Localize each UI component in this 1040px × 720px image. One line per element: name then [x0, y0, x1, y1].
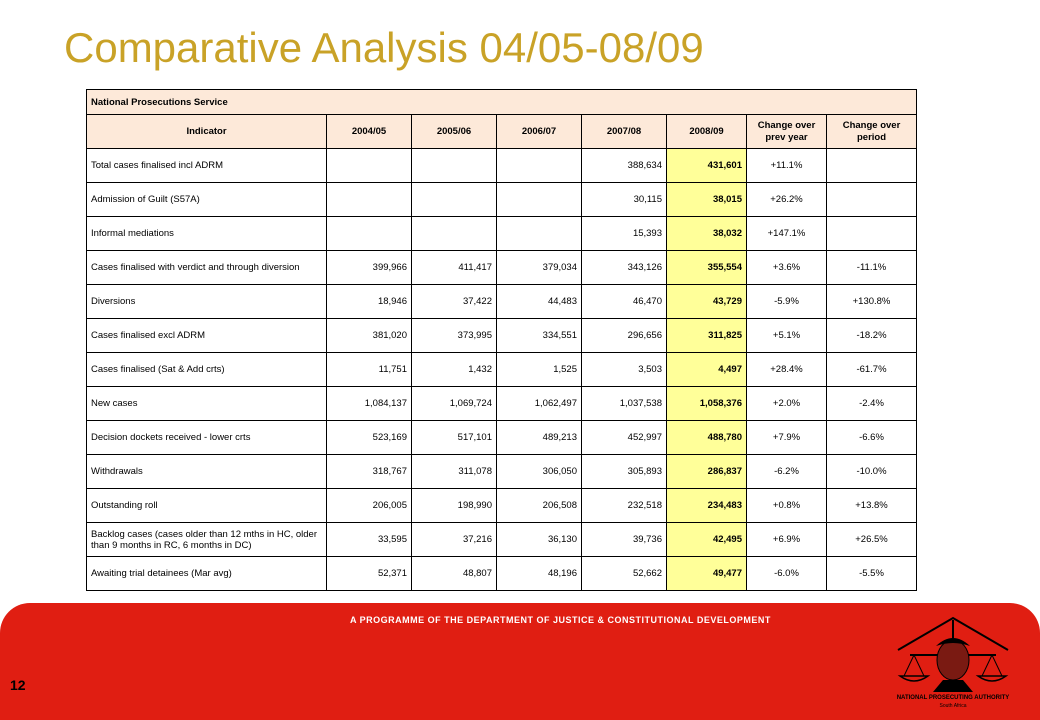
value-cell: 1,432	[412, 353, 497, 387]
change-cell	[827, 183, 917, 217]
value-cell: 311,825	[667, 319, 747, 353]
indicator-cell: Withdrawals	[87, 455, 327, 489]
table-row	[87, 387, 917, 421]
col-header: 2007/08	[582, 115, 667, 149]
change-cell: -6.2%	[747, 455, 827, 489]
change-cell: -5.9%	[747, 285, 827, 319]
slide-title: Comparative Analysis 04/05-08/09	[64, 24, 704, 71]
indicator-cell: Cases finalised excl ADRM	[87, 319, 327, 353]
table-row	[87, 251, 917, 285]
value-cell: 311,078	[412, 455, 497, 489]
indicator-cell: Outstanding roll	[87, 489, 327, 523]
change-cell: +0.8%	[747, 489, 827, 523]
value-cell: 1,525	[497, 353, 582, 387]
indicator-cell: New cases	[87, 387, 327, 421]
value-cell	[412, 183, 497, 217]
change-cell: -2.4%	[827, 387, 917, 421]
change-cell: +147.1%	[747, 217, 827, 251]
table-row	[87, 285, 917, 319]
change-cell: +6.9%	[747, 523, 827, 557]
indicator-cell: Cases finalised (Sat & Add crts)	[87, 353, 327, 387]
page-number: 12	[10, 677, 26, 693]
value-cell	[497, 149, 582, 183]
table-row	[87, 523, 917, 557]
change-cell: -5.5%	[827, 557, 917, 591]
table-row	[87, 149, 917, 183]
change-cell: +28.4%	[747, 353, 827, 387]
value-cell: 1,069,724	[412, 387, 497, 421]
change-cell: -6.0%	[747, 557, 827, 591]
value-cell: 489,213	[497, 421, 582, 455]
value-cell: 206,005	[327, 489, 412, 523]
value-cell: 15,393	[582, 217, 667, 251]
value-cell: 48,807	[412, 557, 497, 591]
value-cell: 18,946	[327, 285, 412, 319]
value-cell: 11,751	[327, 353, 412, 387]
value-cell: 3,503	[582, 353, 667, 387]
table-row	[87, 319, 917, 353]
col-header: 2008/09	[667, 115, 747, 149]
change-cell: +130.8%	[827, 285, 917, 319]
value-cell: 452,997	[582, 421, 667, 455]
value-cell: 318,767	[327, 455, 412, 489]
table-row	[87, 455, 917, 489]
change-cell	[827, 149, 917, 183]
value-cell	[412, 149, 497, 183]
logo-sub: South Africa	[939, 703, 967, 709]
comparative-table	[86, 89, 917, 591]
value-cell: 431,601	[667, 149, 747, 183]
value-cell: 234,483	[667, 489, 747, 523]
value-cell: 379,034	[497, 251, 582, 285]
value-cell: 305,893	[582, 455, 667, 489]
value-cell: 49,477	[667, 557, 747, 591]
value-cell: 46,470	[582, 285, 667, 319]
table-header-row	[87, 115, 917, 149]
value-cell: 198,990	[412, 489, 497, 523]
change-cell: -61.7%	[827, 353, 917, 387]
value-cell: 388,634	[582, 149, 667, 183]
value-cell: 399,966	[327, 251, 412, 285]
table-row	[87, 421, 917, 455]
value-cell: 306,050	[497, 455, 582, 489]
table-row	[87, 183, 917, 217]
table-row	[87, 489, 917, 523]
indicator-cell: Admission of Guilt (S57A)	[87, 183, 327, 217]
table-banner-row	[87, 90, 917, 115]
value-cell: 44,483	[497, 285, 582, 319]
change-cell: +13.8%	[827, 489, 917, 523]
value-cell: 517,101	[412, 421, 497, 455]
value-cell: 42,495	[667, 523, 747, 557]
value-cell: 232,518	[582, 489, 667, 523]
change-cell: -10.0%	[827, 455, 917, 489]
value-cell	[327, 217, 412, 251]
value-cell: 355,554	[667, 251, 747, 285]
change-cell: -11.1%	[827, 251, 917, 285]
value-cell: 30,115	[582, 183, 667, 217]
value-cell	[327, 183, 412, 217]
value-cell: 488,780	[667, 421, 747, 455]
value-cell: 206,508	[497, 489, 582, 523]
npa-logo-icon	[878, 610, 1028, 718]
table-row	[87, 353, 917, 387]
col-header: 2006/07	[497, 115, 582, 149]
table-row	[87, 557, 917, 591]
indicator-cell: Diversions	[87, 285, 327, 319]
indicator-cell: Decision dockets received - lower crts	[87, 421, 327, 455]
col-header: 2005/06	[412, 115, 497, 149]
table-row	[87, 217, 917, 251]
value-cell: 286,837	[667, 455, 747, 489]
value-cell: 48,196	[497, 557, 582, 591]
indicator-cell: Informal mediations	[87, 217, 327, 251]
value-cell	[497, 183, 582, 217]
change-cell: +5.1%	[747, 319, 827, 353]
value-cell: 1,062,497	[497, 387, 582, 421]
value-cell	[327, 149, 412, 183]
value-cell: 334,551	[497, 319, 582, 353]
value-cell: 523,169	[327, 421, 412, 455]
value-cell: 411,417	[412, 251, 497, 285]
value-cell: 373,995	[412, 319, 497, 353]
col-header: Indicator	[87, 115, 327, 149]
value-cell	[412, 217, 497, 251]
value-cell: 36,130	[497, 523, 582, 557]
value-cell: 38,015	[667, 183, 747, 217]
table-banner: National Prosecutions Service	[87, 90, 917, 115]
programme-text: A PROGRAMME OF THE DEPARTMENT OF JUSTICE & CONSTITUTIONAL DEVELOPMENT	[350, 615, 771, 625]
indicator-cell: Backlog cases (cases older than 12 mths in HC, older than 9 months in RC, 6 months in DC)	[87, 523, 327, 557]
indicator-cell: Cases finalised with verdict and through diversion	[87, 251, 327, 285]
value-cell: 33,595	[327, 523, 412, 557]
value-cell: 296,656	[582, 319, 667, 353]
value-cell: 1,037,538	[582, 387, 667, 421]
value-cell: 343,126	[582, 251, 667, 285]
value-cell: 52,662	[582, 557, 667, 591]
change-cell: +26.5%	[827, 523, 917, 557]
change-cell	[827, 217, 917, 251]
value-cell: 1,058,376	[667, 387, 747, 421]
col-header: 2004/05	[327, 115, 412, 149]
change-cell: +7.9%	[747, 421, 827, 455]
col-header: Change over prev year	[747, 115, 827, 149]
change-cell: -6.6%	[827, 421, 917, 455]
change-cell: +26.2%	[747, 183, 827, 217]
value-cell: 43,729	[667, 285, 747, 319]
indicator-cell: Awaiting trial detainees (Mar avg)	[87, 557, 327, 591]
value-cell: 4,497	[667, 353, 747, 387]
change-cell: +11.1%	[747, 149, 827, 183]
value-cell: 39,736	[582, 523, 667, 557]
value-cell: 52,371	[327, 557, 412, 591]
logo-name: NATIONAL PROSECUTING AUTHORITY	[896, 695, 1010, 701]
value-cell: 381,020	[327, 319, 412, 353]
value-cell: 37,216	[412, 523, 497, 557]
value-cell: 38,032	[667, 217, 747, 251]
indicator-cell: Total cases finalised incl ADRM	[87, 149, 327, 183]
value-cell	[497, 217, 582, 251]
col-header: Change over period	[827, 115, 917, 149]
value-cell: 1,084,137	[327, 387, 412, 421]
change-cell: +3.6%	[747, 251, 827, 285]
change-cell: +2.0%	[747, 387, 827, 421]
value-cell: 37,422	[412, 285, 497, 319]
change-cell: -18.2%	[827, 319, 917, 353]
